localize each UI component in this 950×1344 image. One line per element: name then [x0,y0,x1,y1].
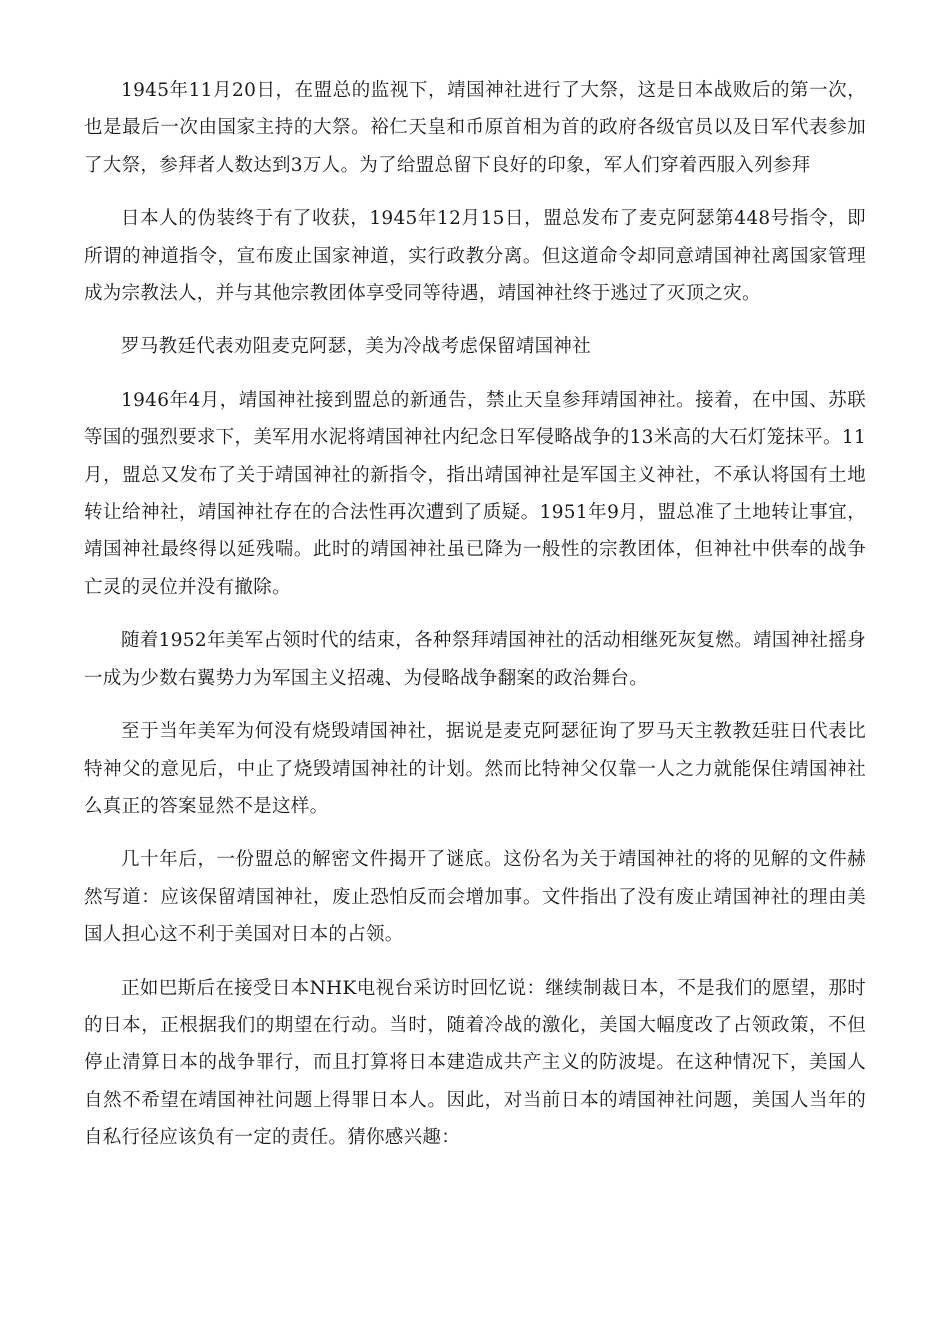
paragraph-5: 至于当年美军为何没有烧毁靖国神社，据说是麦克阿瑟征询了罗马天主教教廷驻日代表比特神父的意见后，中止了烧毁靖国神社的计划。然而比特神父仅靠一人之力就能保住靖国神社么真正的答案显然不是这样。 [84,721,866,817]
paragraph-7: 正如巴斯后在接受日本NHK电视台采访时回忆说：继续制裁日本，不是我们的愿望，那时的日本，正根据我们的期望在行动。当时，随着冷战的激化，美国大幅度改了占领政策，不但停止清算日本的战争罪行，而且打算将日本建造成共产主义的防波堤。在这种情况下，美国人自然不希望在靖国神社问题上得罪日本人。因此，对当前日本的靖国神社问题，美国人当年的自私行径应该负有一定的责任。猜你感兴趣： [84,977,866,1149]
paragraph-1: 1945年11月20日，在盟总的监视下，靖国神社进行了大祭，这是日本战败后的第一次，也是最后一次由国家主持的大祭。裕仁天皇和币原首相为首的政府各级官员以及日军代表参加了大祭，参拜者人数达到3万人。为了给盟总留下良好的印象，军人们穿着西服入列参拜 [84,80,866,176]
paragraph-2: 日本人的伪装终于有了收获，1945年12月15日，盟总发布了麦克阿瑟第448号指令，即所谓的神道指令，宣布废止国家神道，实行政教分离。但这道命令却同意靖国神社离国家管理成为宗教法人，并与其他宗教团体享受同等待遇，靖国神社终于逃过了灭顶之灾。 [84,208,866,305]
paragraph-6: 几十年后，一份盟总的解密文件揭开了谜底。这份名为关于靖国神社的将的见解的文件赫然写道：应该保留靖国神社，废止恐怕反而会增加事。文件指出了没有废止靖国神社的理由美国人担心这不利于美国对日本的占领。 [84,849,866,946]
paragraph-3: 1946年4月，靖国神社接到盟总的新通告，禁止天皇参拜靖国神社。接着，在中国、苏联等国的强烈要求下，美军用水泥将靖国神社内纪念日军侵略战争的13米高的大石灯笼抹平。11月，盟总又发布了关于靖国神社的新指令，指出靖国神社是军国主义神社，不承认将国有土地转让给神社，靖国神社存在的合法性再次遭到了质疑。1951年9月，盟总准了土地转让事宜，靖国神社最终得以延残喘。此时的靖国神社虽已降为一般性的宗教团体，但神社中供奉的战争亡灵的灵位并没有撤除。 [84,389,866,598]
paragraph-4: 随着1952年美军占领时代的结束，各种祭拜靖国神社的活动相继死灰复燃。靖国神社摇身一成为少数右翼势力为军国主义招魂、为侵略战争翻案的政治舞台。 [84,630,866,689]
section-heading: 罗马教廷代表劝阻麦克阿瑟，美为冷战考虑保留靖国神社 [121,336,592,358]
document-body [84,72,866,1173]
